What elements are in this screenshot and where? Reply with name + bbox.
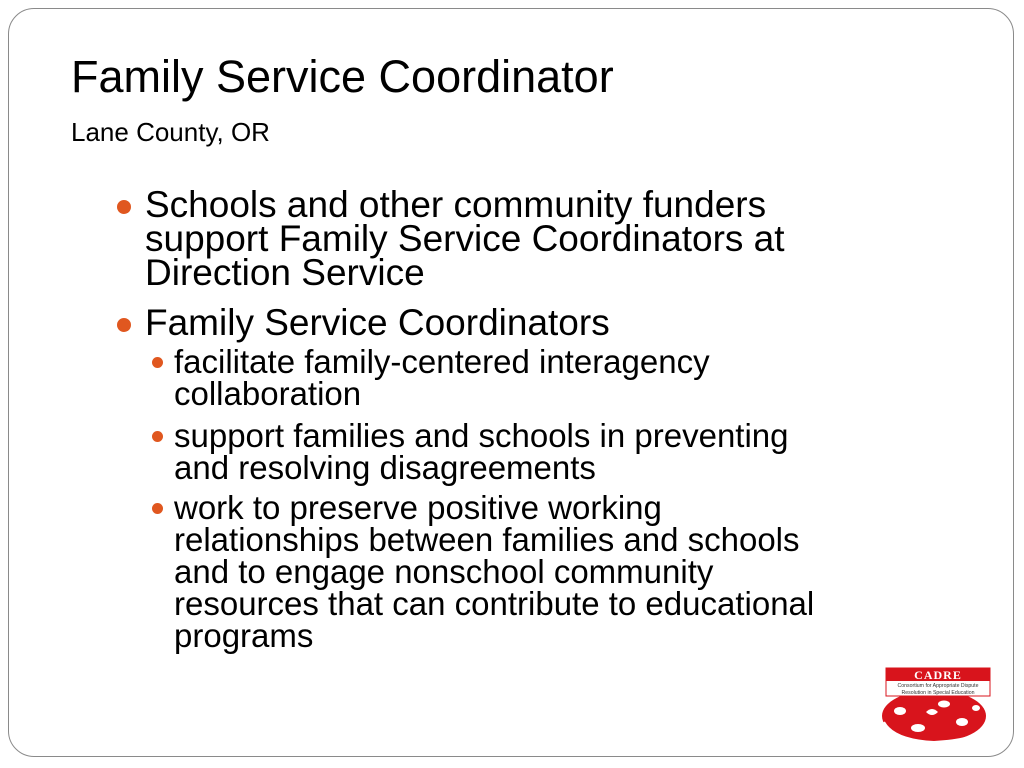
bullet-item bbox=[145, 184, 965, 293]
sub-bullet-text: facilitate family-centered interagency collaboration bbox=[174, 343, 710, 412]
sub-bullet-text: support families and schools in preventing and resolving disagreements bbox=[174, 417, 789, 486]
bullet-dot-icon bbox=[152, 431, 163, 442]
bullet-item bbox=[145, 302, 965, 343]
cadre-emblem-icon bbox=[882, 690, 986, 742]
bullet-text: Schools and other community funders support Family Service Coordinators at Direction Service bbox=[145, 184, 785, 293]
sub-bullet-text: work to preserve positive working relationships between families and schools and to engage nonschool community resources that can contribute to educational programs bbox=[174, 489, 815, 654]
bullet-text: Family Service Coordinators bbox=[145, 302, 610, 343]
logo-tagline-line2: Resolution in Special Education bbox=[901, 690, 975, 696]
bullet-dot-icon bbox=[152, 503, 163, 514]
logo-tagline-line1: Consortium for Appropriate Dispute bbox=[897, 683, 979, 689]
bullet-dot-icon bbox=[117, 200, 131, 214]
sub-bullet-item bbox=[174, 489, 974, 654]
logo-wordmark: CADRE bbox=[914, 668, 962, 682]
sub-bullet-item bbox=[174, 417, 974, 486]
slide-title: Family Service Coordinator bbox=[71, 51, 614, 102]
sub-bullet-item bbox=[174, 343, 974, 412]
bullet-dot-icon bbox=[152, 357, 163, 368]
slide-subtitle: Lane County, OR bbox=[71, 117, 270, 147]
cadre-logo bbox=[878, 664, 994, 746]
bullet-dot-icon bbox=[117, 318, 131, 332]
